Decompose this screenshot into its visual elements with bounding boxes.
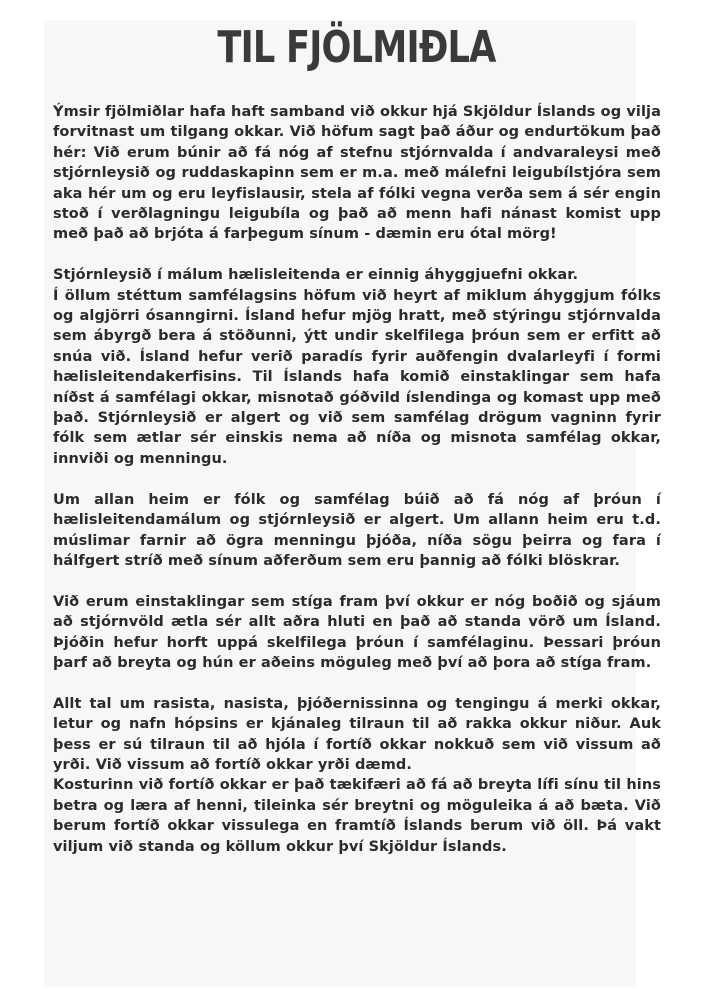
- paragraph-line: Kosturinn við fortíð okkar er það tækifæri að fá að breyta lífi sínu til hins betra og læra af henni, tileinka sér breytni og möguleika á að bæta. Við berum fortíð okkar vissulega en framtíð Íslands berum við öll. Þá vakt viljum við standa og köllum okkur því Skjöldur Íslands.: [53, 777, 661, 855]
- paragraph-line: Við erum einstaklingar sem stíga fram því okkur er nóg boðið og sjáum að stjórnvöld ætla sér allt aðra hluti en það að standa vörð um Ísland. Þjóðin hefur horft uppá skelfilega þróun í samfélaginu. Þessari þróun þarf að breyta og hún er aðeins möguleg með því að þora að stíga fram.: [53, 593, 661, 671]
- paragraph-line: Um allan heim er fólk og samfélag búið að fá nóg af þróun í hælisleitendamálum og stjórnleysið er algert. Um allann heim eru t.d. múslimar farnir að ögra menningu þjóða, níða sögu þeirra og fara í hálfgert stríð með sínum aðferðum sem eru þannig að fólki blöskrar.: [53, 491, 661, 569]
- paragraph-4: [53, 592, 661, 674]
- paragraph-3: [53, 490, 661, 572]
- paragraph-2: [53, 265, 661, 469]
- paragraph-line: Í öllum stéttum samfélagsins höfum við heyrt af miklum áhyggjum fólks og algjörri ósanngirni. Ísland hefur mjög hratt, með stýringu stjórnvalda sem ábyrgð bera á stöðunni, ýtt undir skelfilega þróun sem er erfitt að snúa við. Ísland hefur verið paradís fyrir auðfengin dvalarleyfi í formi hælisleitendakerfisins. Til Íslands hafa komið einstaklingar sem hafa níðst á samfélagi okkar, misnotað góðvild íslendinga og komast upp með það. Stjórnleysið er algert og við sem samfélag drögum vagninn fyrir fólk sem ætlar sér einskis nema að níða og misnota samfélag okkar, innviði og menningu.: [53, 287, 661, 467]
- document-body: [53, 102, 661, 857]
- document-title: TIL FJÖLMIÐLA: [217, 22, 496, 73]
- paragraph-line: Stjórnleysið í málum hælisleitenda er einnig áhyggjuefni okkar.: [53, 267, 579, 284]
- paragraph-1: [53, 102, 661, 245]
- paragraph-5: [53, 694, 661, 857]
- paragraph-line: Ýmsir fjölmiðlar hafa haft samband við okkur hjá Skjöldur Íslands og vilja forvitnast um tilgang okkar. Við höfum sagt það áður og endurtökum það hér: Við erum búnir að fá nóg af stefnu stjórnvalda í andvaraleysi með stjórnleysið og ruddaskapinn sem er m.a. með málefni leigubílstjóra sem aka hér um og eru leyfislausir, stela af fólki vegna verða sem á sér engin stoð í verðlagningu leigubíla og það að menn hafi nánast komist upp með það að brjóta á farþegum sínum - dæmin eru ótal mörg!: [53, 104, 662, 243]
- paragraph-line: Allt tal um rasista, nasista, þjóðernissinna og tengingu á merki okkar, letur og nafn hópsins er kjánaleg tilraun til að rakka okkur niður. Auk þess er sú tilraun til að hjóla í fortíð okkar nokkuð sem við vissum að yrði. Við vissum að fortíð okkar yrði dæmd.: [53, 695, 661, 773]
